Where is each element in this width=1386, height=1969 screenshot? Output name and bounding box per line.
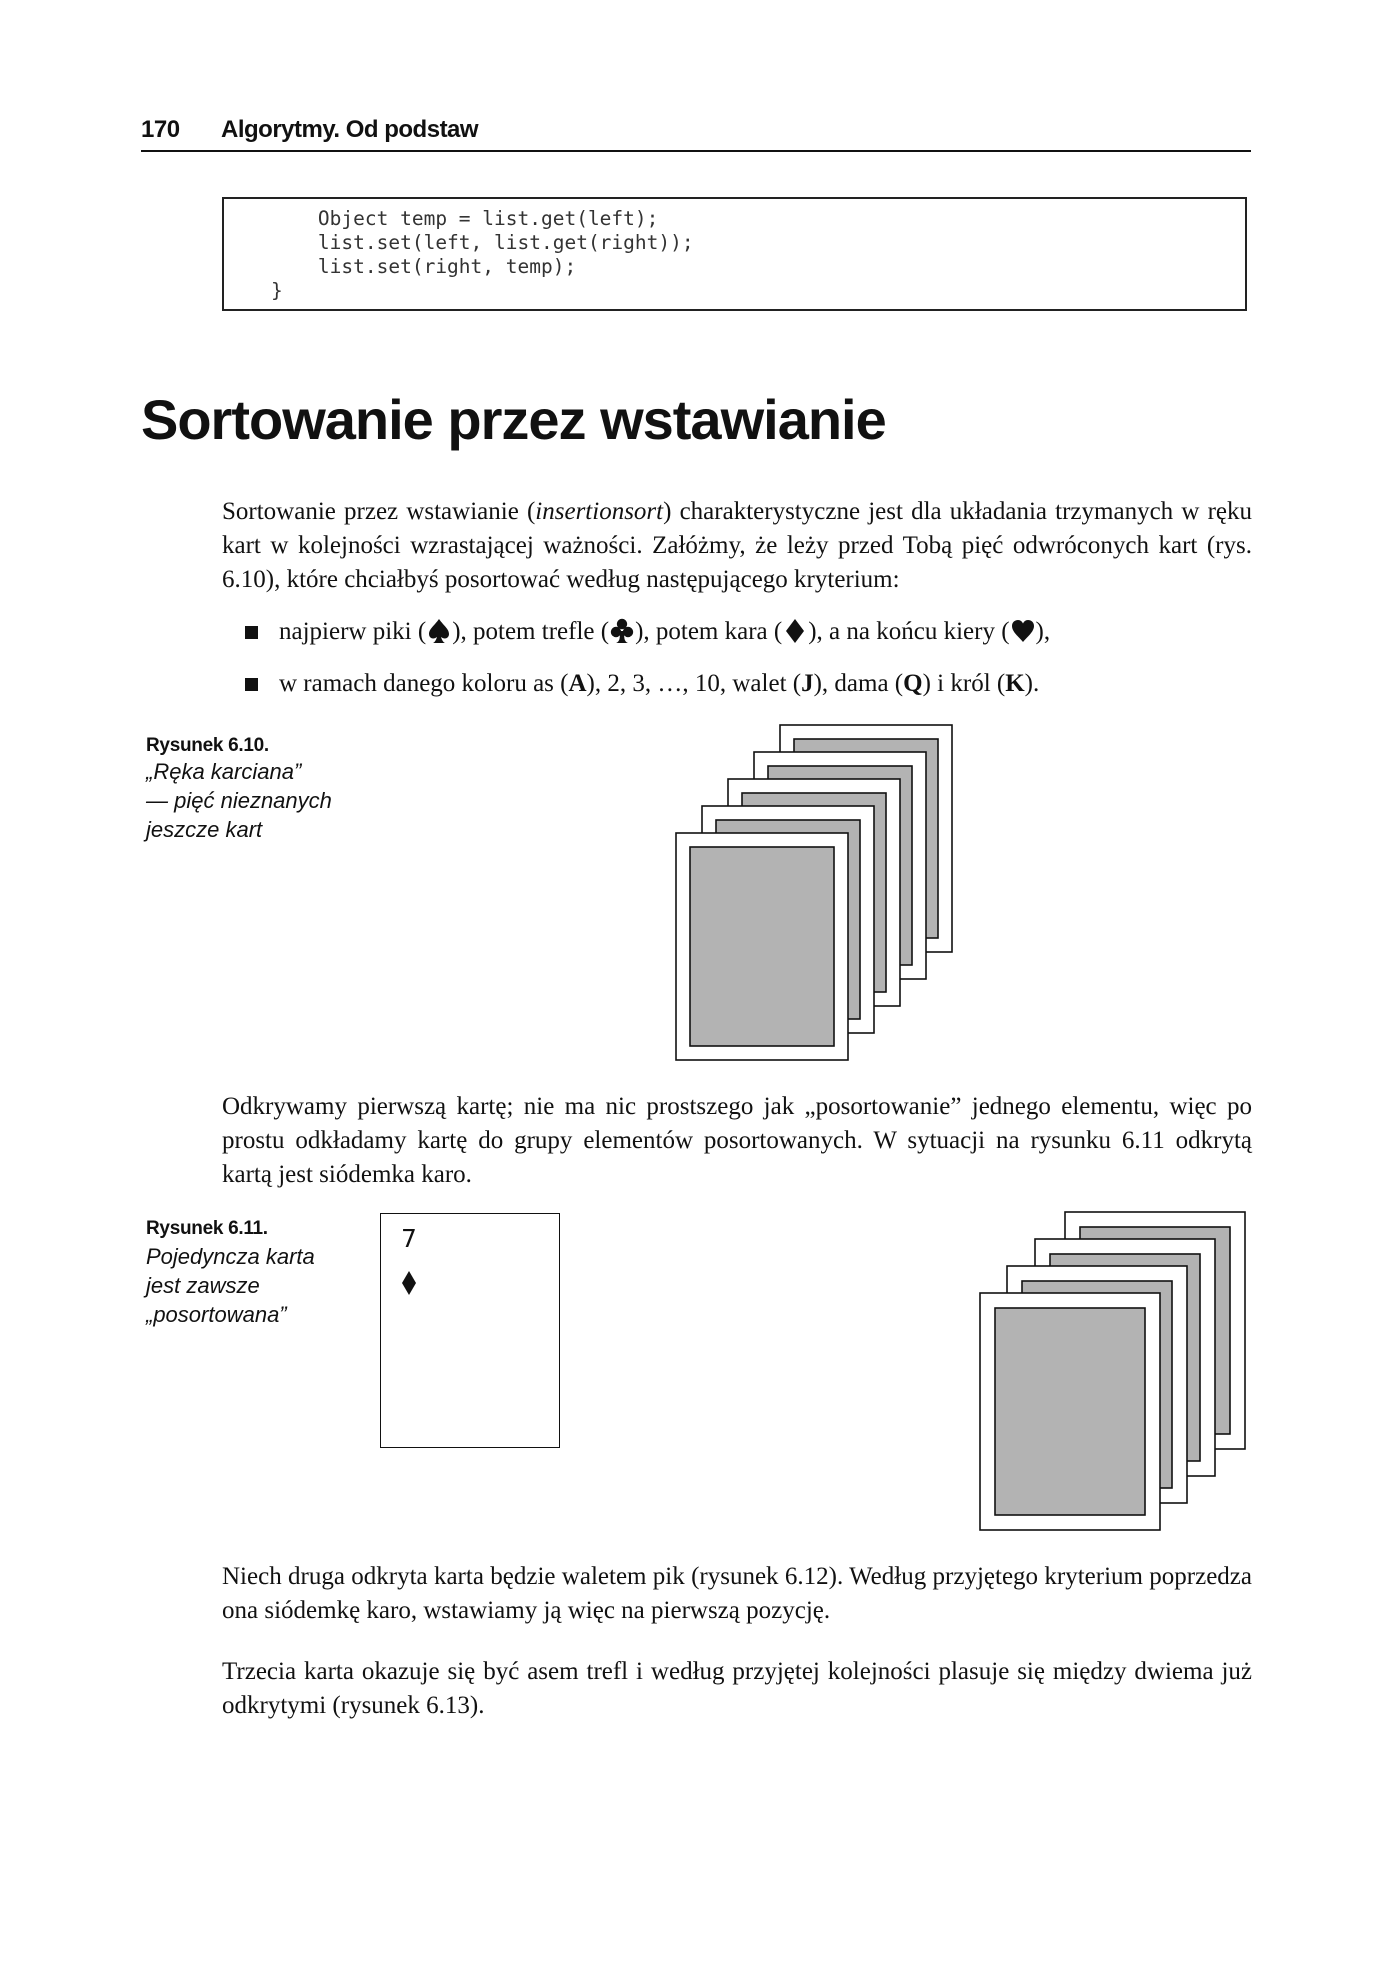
diamond-icon — [783, 617, 807, 645]
paragraph: Odkrywamy pierwszą kartę; nie ma nic prostszego jak „posortowanie” jednego elementu, więc po prostu odkładamy kartę do grupy elementów posortowanych. W sytuacji na rysunku 6.11 odkrytą kartą jest siódemka karo. — [222, 1093, 1252, 1188]
intro-term: insertionsort — [535, 498, 664, 525]
bullet-text: ), potem trefle ( — [452, 618, 610, 645]
bullet-square-icon — [245, 678, 258, 691]
intro-text-1: Sortowanie przez wstawianie ( — [222, 498, 536, 525]
card-back — [676, 833, 848, 1060]
figure-caption: „Ręka karciana” — pięć nieznanych jeszcze kart — [146, 759, 332, 842]
book-title: Algorytmy. Od podstaw — [221, 116, 479, 143]
bullet-text: ), a na końcu kiery ( — [808, 618, 1010, 645]
bullet-text: najpierw piki ( — [279, 618, 427, 645]
bullet-text: ). — [1024, 670, 1040, 697]
card-rank: 7 — [401, 1224, 417, 1253]
code-line: list.set(right, temp); — [224, 255, 577, 278]
code-line: list.set(left, list.get(right)); — [224, 231, 694, 254]
face-up-card — [380, 1213, 560, 1448]
bullet-square-icon — [245, 626, 258, 639]
code-line: Object temp = list.get(left); — [224, 207, 659, 230]
club-icon — [610, 617, 634, 645]
diamond-icon — [401, 1270, 417, 1296]
bullet-text: ), — [1035, 618, 1051, 645]
bullet-text: ) i król ( — [922, 670, 1006, 697]
bullet-text: ), dama ( — [813, 670, 904, 697]
card-stack-figure — [975, 1207, 1255, 1542]
heart-icon — [1011, 617, 1035, 645]
rank-king: K — [1005, 670, 1025, 697]
card-back — [980, 1293, 1160, 1530]
intro-text-2: ) charakterystyczne jest dla układania trzymanych w ręku kart w kolejności wzrastającej ważności. Załóżmy, że leży przed Tobą pięć odwróconych kart (rys. 6.10), które chciałbyś posortować według następującego kryterium: — [222, 498, 1252, 593]
paragraph: Niech druga odkryta karta będzie waletem pik (rysunek 6.12). Według przyjętego kryterium poprzedza ona siódemkę karo, wstawiamy ją więc na pierwszą pozycję. — [222, 1563, 1252, 1624]
section-title: Sortowanie przez wstawianie — [141, 388, 886, 451]
page-header — [141, 114, 1251, 152]
intro-paragraph — [222, 495, 1252, 597]
spade-icon — [427, 617, 451, 645]
rank-jack: J — [801, 670, 814, 697]
figure-label: Rysunek 6.11. — [146, 1218, 268, 1239]
card-hand-figure — [670, 720, 960, 1070]
rank-queen: Q — [903, 670, 923, 697]
paragraph: Trzecia karta okazuje się być asem trefl i według przyjętej kolejności plasuje się między dwiema już odkrytymi (rysunek 6.13). — [222, 1658, 1252, 1719]
code-line: } — [224, 279, 283, 302]
figure-caption: Pojedyncza karta jest zawsze „posortowana” — [146, 1244, 315, 1327]
bullet-text: w ramach danego koloru as ( — [279, 670, 569, 697]
code-block — [222, 197, 1247, 311]
bullet-text: ), 2, 3, …, 10, walet ( — [586, 670, 802, 697]
figure-label: Rysunek 6.10. — [146, 735, 269, 756]
page-number: 170 — [141, 116, 180, 143]
rank-ace: A — [568, 670, 587, 697]
bullet-text: ), potem kara ( — [635, 618, 783, 645]
